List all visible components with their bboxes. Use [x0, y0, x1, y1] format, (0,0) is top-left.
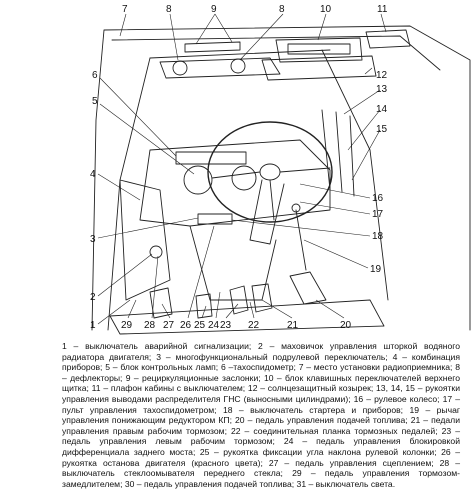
label-9: 9 [211, 4, 217, 15]
label-5: 5 [92, 96, 98, 107]
cab-roof [92, 26, 470, 330]
label-21: 21 [287, 320, 299, 331]
label-10: 10 [320, 4, 332, 15]
tachometer [232, 166, 256, 190]
label-11: 11 [377, 4, 388, 15]
deflector-right [231, 59, 245, 73]
label-6: 6 [92, 70, 98, 81]
label-3: 3 [90, 234, 96, 245]
left-side-panel [120, 180, 170, 300]
brake-pedal-right [252, 284, 272, 312]
label-23: 23 [220, 320, 232, 331]
label-17: 17 [372, 209, 384, 220]
radiator-shutter-knob [150, 246, 162, 258]
label-28: 28 [144, 320, 156, 331]
label-7: 7 [122, 4, 128, 15]
label-20: 20 [340, 320, 352, 331]
fuel-pedal [290, 272, 326, 304]
label-12: 12 [376, 70, 388, 81]
label-18: 18 [372, 231, 384, 242]
label-14: 14 [376, 104, 388, 115]
switch-block-keys [288, 44, 350, 54]
label-25: 25 [194, 320, 206, 331]
caption-text: 1 – выключатель аварийной сигнализации; 2 – маховичок управления шторкой водяного радиатора двигателя; 3 – многофункциональный подрулевой переключатель; 4 – комбинация приборов; 5 – блок контрольных ламп; 6 –тахоспидометр; 7 – место установки радиоприемника; 8 – дефлекторы; 9 – рециркуляционные заслонки; 10 – блок клавишных переключателей верхнего щитка; 11 – плафон кабины с выключателем; 12 – солнцезащитный козырек; 13, 14, 15 – рукоятки управления выводами распределителя ГНС (выносными цилиндрами); 16 – рулевое колесо; 17 – пульт управления тахоспидометром; 18 – выключатель стартера и приборов; 19 – рычаг управления понижающим редуктором КП; 20 – педаль управления подачей топлива; 21 – педали управления правым рабочим тормозом; 22 – соединительная планка тормозных педалей; 23 – педаль управления левым рабочим тормозом; 24 – педаль управления блокировкой дифференциала заднего моста; 25 – рукоятка фиксации угла наклона рулевой колонки; 26 – рукоятка останова двигателя (красного цвета); 27 – педаль управления сцеплением; 28 – выключатель стеклоомывателя переднего стекла; 29 – педаль управления тормозом-замедлителем; 30 – педаль управления подачей топлива; 31 – выключатель света. [62, 341, 460, 489]
steering-wheel [208, 122, 332, 222]
label-29: 29 [121, 320, 133, 331]
label-24: 24 [208, 320, 220, 331]
steering-hub [260, 164, 280, 180]
upper-switch-panel [276, 38, 362, 62]
steering-column [250, 180, 284, 244]
label-2: 2 [90, 292, 96, 303]
label-8b: 8 [279, 4, 285, 15]
sun-visor [262, 56, 376, 80]
label-15: 15 [376, 124, 388, 135]
label-22: 22 [248, 320, 260, 331]
label-13: 13 [376, 84, 388, 95]
label-19: 19 [370, 264, 382, 275]
label-1: 1 [90, 320, 96, 331]
figure-caption [62, 341, 460, 489]
recirculation-flaps [185, 42, 240, 52]
label-16: 16 [372, 193, 384, 204]
label-27: 27 [163, 320, 175, 331]
label-26: 26 [180, 320, 192, 331]
label-4: 4 [90, 169, 96, 180]
switch-row [198, 214, 232, 224]
label-8a: 8 [166, 4, 172, 15]
deflector-left [173, 61, 187, 75]
